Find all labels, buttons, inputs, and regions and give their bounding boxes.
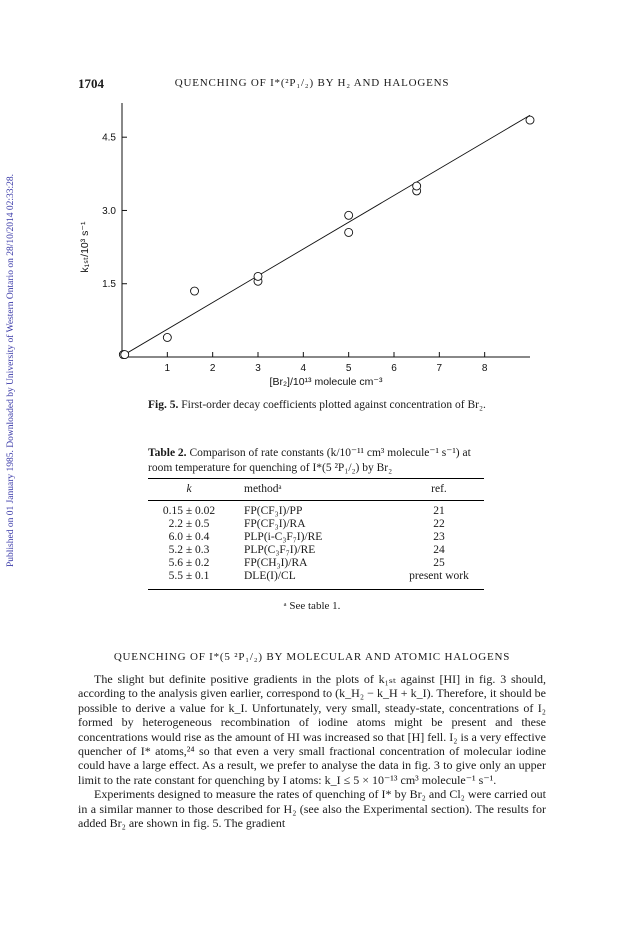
column-header-ref: ref. <box>394 479 484 501</box>
paragraph: The slight but definite positive gradients in the plots of k₁ₛₜ against [HI] in fig. 3 should, according to the analysis given earlier, correspond to (k_H₂ − k_H + k_I). Therefore, it should be possible to derive a value for k_I. Unfortunately, very small, steady-state, concentrations of I₂ formed by heterogeneous recombination of iodine atoms might be present and these concentrations would rise as the amount of HI was increased so that [H] fell. I₂ is a very effective quencher of I* atoms,²⁴ so that even a very small fractional concentration of molecular iodine could have a large effect. As a result, we prefer to analyse the data in fig. 3 to give only an upper limit to the rate constant for quenching by I atoms: k_I ≤ 5 × 10⁻¹³ cm³ molecule⁻¹ s⁻¹. <box>78 672 546 787</box>
y-tick-label: 3.0 <box>102 205 116 217</box>
data-point <box>191 287 199 295</box>
paragraph: Experiments designed to measure the rates of quenching of I* by Br₂ and Cl₂ were carried out in a similar manner to those described for H₂ (see also the Experimental section). The results for added Br₂ are shown in fig. 5. The gradient <box>78 787 546 831</box>
download-notice: Published on 01 January 1985. Downloaded by University of Western Ontario on 28/10/2014 02:33:28. <box>6 173 16 567</box>
cell-method: FP(CF₃I)/RA <box>244 518 306 530</box>
x-axis-label: [Br₂]/10¹³ molecule cm⁻³ <box>269 376 383 388</box>
cell-method: FP(CH₃I)/RA <box>244 557 308 569</box>
data-point <box>254 272 262 280</box>
cell-method: DLE(I)/CL <box>230 570 394 590</box>
data-point <box>345 211 353 219</box>
body-text <box>78 672 546 830</box>
column-header-method: methodᵃ <box>230 479 394 501</box>
column-header-k: k <box>148 479 230 501</box>
y-tick-label: 4.5 <box>102 132 116 144</box>
cell-k: 2.2 ± 0.5 <box>168 518 210 530</box>
cell-method: PLP(i-C₃F₇I)/RE <box>244 531 323 543</box>
figure-5-chart <box>70 95 550 395</box>
cell-k: 6.0 ± 0.4 <box>168 531 210 543</box>
x-tick-label: 6 <box>391 363 397 374</box>
table-footnote: ᵃ See table 1. <box>283 600 341 612</box>
cell-ref: 21 <box>433 505 445 517</box>
page-number: 1704 <box>78 76 104 91</box>
figure-caption-label: Fig. 5. <box>148 399 179 411</box>
figure-caption-text: First-order decay coefficients plotted against concentration of Br₂. <box>181 399 486 411</box>
cell-ref: present work <box>394 570 484 590</box>
x-tick-label: 3 <box>255 363 261 374</box>
cell-method: PLP(C₃F₇I)/RE <box>244 544 316 556</box>
table-row <box>148 557 484 570</box>
table-row <box>148 531 484 544</box>
running-title <box>0 77 624 89</box>
y-tick-label: 1.5 <box>102 279 116 291</box>
x-tick-label: 8 <box>481 363 488 374</box>
table-caption-text: Comparison of rate constants (k/10⁻¹¹ cm³ molecule⁻¹ s⁻¹) at room temperature for quenching of I*(5 ²P₁/₂) by Br₂ <box>148 447 471 474</box>
x-tick-label: 1 <box>164 363 171 374</box>
data-point <box>413 182 421 190</box>
figure-caption <box>148 399 486 411</box>
cell-ref: 22 <box>433 518 445 530</box>
cell-ref: 23 <box>433 531 445 543</box>
table-header-row <box>148 479 484 501</box>
table-row <box>148 501 484 519</box>
cell-k: 0.15 ± 0.02 <box>162 505 216 517</box>
fit-line <box>122 115 530 356</box>
x-tick-label: 2 <box>209 363 216 374</box>
table-caption-label: Table 2. <box>148 447 187 459</box>
cell-ref: 25 <box>433 557 445 569</box>
table-row <box>148 544 484 557</box>
cell-ref: 24 <box>433 544 445 556</box>
table-caption <box>148 446 488 476</box>
running-title-text: QUENCHING OF I*(²P₁/₂) BY H₂ AND HALOGENS <box>174 77 450 89</box>
cell-k: 5.6 ± 0.2 <box>168 557 210 569</box>
x-tick-label: 5 <box>345 363 352 374</box>
x-tick-label: 4 <box>300 363 307 374</box>
data-point <box>121 351 129 359</box>
data-point <box>345 228 353 236</box>
data-point <box>526 116 534 124</box>
section-heading: QUENCHING OF I*(5 ²P₁/₂) BY MOLECULAR AND ATOMIC HALOGENS <box>113 651 511 663</box>
data-point <box>163 333 171 341</box>
cell-k: 5.5 ± 0.1 <box>148 570 230 590</box>
table-row <box>148 570 484 590</box>
x-tick-label: 7 <box>436 363 443 374</box>
table-row <box>148 518 484 531</box>
cell-k: 5.2 ± 0.3 <box>168 544 210 556</box>
cell-method: FP(CF₃I)/PP <box>244 505 303 517</box>
rate-constants-table <box>148 478 484 590</box>
y-axis-label: k₁ₛₜ/10³ s⁻¹ <box>79 221 91 273</box>
